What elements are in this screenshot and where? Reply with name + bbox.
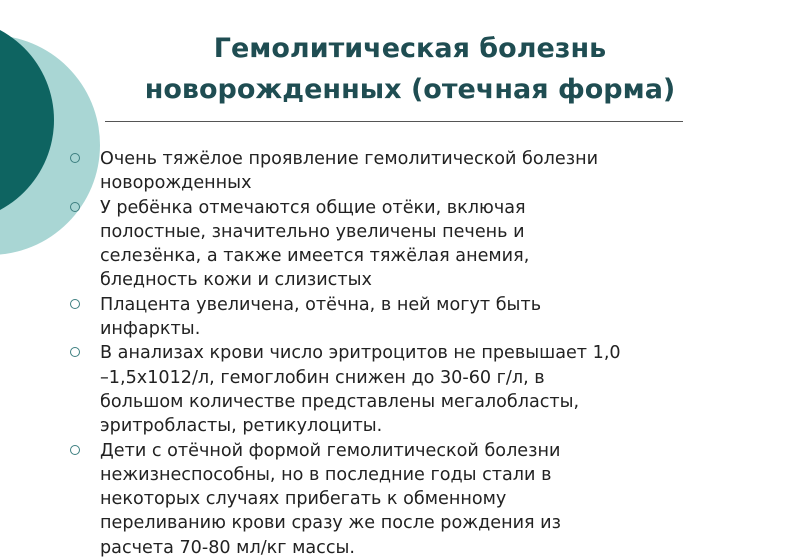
- bullet-3-line-1: Плацента увеличена, отёчна, в ней могут быть: [100, 294, 542, 315]
- hollow-circle-icon: [70, 299, 80, 309]
- bullet-4-line-1: В анализах крови число эритроцитов не превышает 1,0: [100, 343, 621, 364]
- hollow-circle-icon: [70, 153, 80, 163]
- bullet-4-line-4: эритробласты, ретикулоциты.: [100, 416, 383, 437]
- slide-title: [110, 28, 710, 110]
- bullet-5-line-5: расчета 70-80 мл/кг массы.: [100, 537, 355, 558]
- bullet-item-2: [70, 196, 790, 293]
- bullet-2-line-2: полостные, значительно увеличены печень и: [100, 221, 525, 242]
- bullet-item-4: [70, 341, 790, 438]
- bullet-4-line-2: –1,5х1012/л, гемоглобин снижен до 30-60 г/л, в: [100, 367, 545, 388]
- bullet-1-line-1: Очень тяжёлое проявление гемолитической болезни: [100, 149, 599, 169]
- bullet-4-line-3: большом количестве представлены мегалобласты,: [100, 391, 580, 412]
- bullet-2-line-4: бледность кожи и слизистых: [100, 270, 372, 291]
- bullet-5-line-1: Дети с отёчной формой гемолитической болезни: [100, 440, 561, 461]
- title-line-1: Гемолитическая болезнь: [213, 33, 607, 64]
- bullet-3-line-2: инфаркты.: [100, 319, 201, 340]
- bullet-1-line-2: новорожденных: [100, 173, 252, 194]
- hollow-circle-icon: [70, 347, 80, 357]
- hollow-circle-icon: [70, 202, 80, 212]
- bullet-5-line-3: некоторых случаях прибегать к обменному: [100, 489, 507, 510]
- bullet-5-line-4: переливанию крови сразу же после рождения из: [100, 513, 561, 534]
- hollow-circle-icon: [70, 445, 80, 455]
- bullet-list: [70, 147, 790, 560]
- bullet-2-line-3: селезёнка, а также имеется тяжёлая анемия,: [100, 246, 530, 267]
- bullet-item-1: [70, 147, 790, 196]
- bullet-item-3: [70, 293, 790, 342]
- bullet-5-line-2: нежизнеспособны, но в последние годы стали в: [100, 464, 552, 485]
- bullet-2-line-1: У ребёнка отмечаются общие отёки, включая: [100, 197, 526, 218]
- title-divider: [105, 121, 683, 122]
- title-line-2: новорожденных (отечная форма): [144, 74, 676, 105]
- bullet-item-5: [70, 439, 790, 560]
